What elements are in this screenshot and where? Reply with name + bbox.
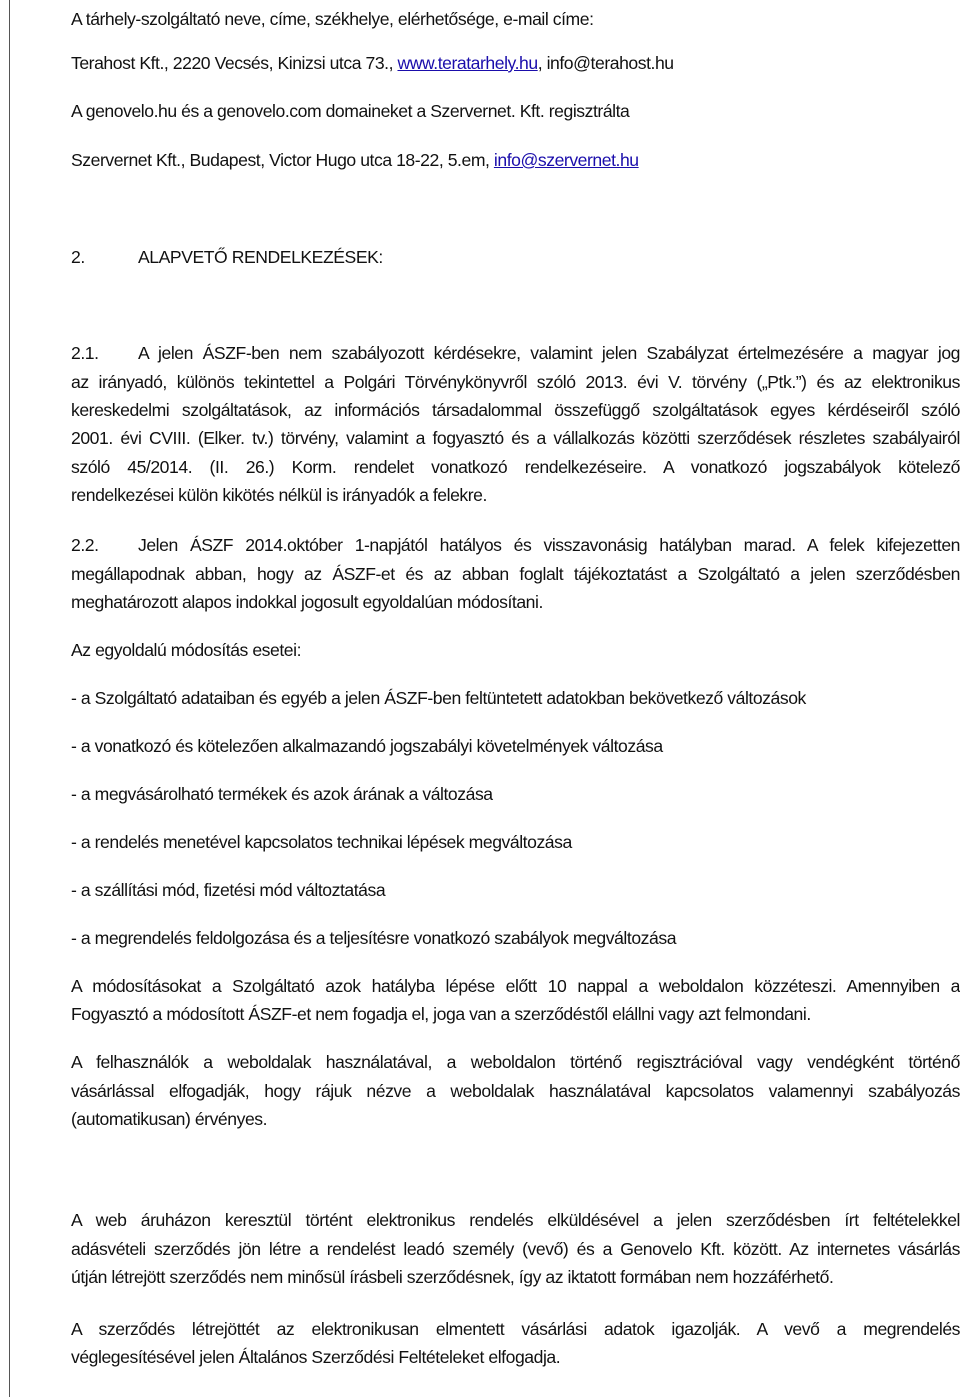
provider-email: , info@terahost.hu xyxy=(537,53,674,73)
para-2-1-text-1: A jelen ÁSZF-ben nem szabályozott kérdésekre, valamint jelen Szabályzat értelmezésére a magyar jog xyxy=(138,343,960,363)
contract-para-line-3: útján létrejött szerződés nem minősül írásbeli szerződésnek, így az iktatott formában nem hozzáférhető. xyxy=(71,1267,834,1287)
list-item: - a megrendelés feldolgozása és a teljesítésre vonatkozó szabályok megváltozása xyxy=(71,928,677,948)
page-left-border xyxy=(9,0,10,1397)
modifications-intro: Az egyoldalú módosítás esetei: xyxy=(71,640,302,660)
provider-address-line xyxy=(71,51,674,75)
list-item: - a megvásárolható termékek és azok árának a változása xyxy=(71,784,493,804)
para-2-2-line-2: megállapodnak abban, hogy az ÁSZF-et és az abban foglalt tájékoztatást a Szolgáltató a jelen szerződésben xyxy=(71,564,960,584)
list-item: - a szállítási mód, fizetési mód változtatása xyxy=(71,880,386,900)
domain-line-2 xyxy=(71,148,639,172)
publish-para-line-2: Fogyasztó a módosított ÁSZF-et nem fogadja el, joga van a szerződéstől elállni vagy azt felmondani. xyxy=(71,1004,811,1024)
section-heading xyxy=(71,245,383,269)
contract-para-line-1: A web áruházon keresztül történt elektronikus rendelés elküldésével a jelen szerződésben írt feltételekkel xyxy=(71,1210,960,1230)
registrar-email-link[interactable]: info@szervernet.hu xyxy=(493,150,639,170)
list-item: - a vonatkozó és kötelezően alkalmazandó jogszabályi követelmények változása xyxy=(71,736,663,756)
provider-heading: A tárhely-szolgáltató neve, címe, székhelye, elérhetősége, e-mail címe: xyxy=(71,9,594,29)
para-2-1-line-3: kereskedelmi szolgáltatások, az információs társadalommal összefüggő szolgáltatások egyes kérdéseiről szóló xyxy=(71,400,960,420)
para-2-1-line-6: rendelkezései külön kikötés nélkül is irányadók a felekre. xyxy=(71,485,487,505)
para-2-2-line-1 xyxy=(71,533,960,557)
provider-website-link[interactable]: www.teratarhely.hu xyxy=(397,53,538,73)
users-para-line-2: vásárlással elfogadják, hogy rájuk nézve a weboldalak használatával kapcsolatos valamennyi szabályozás xyxy=(71,1081,960,1101)
provider-address: Terahost Kft., 2220 Vecsés, Kinizsi utca 73., xyxy=(71,53,398,73)
contract-para-line-2: adásvételi szerződés jön létre a rendelést leadó személy (vevő) és a Genovelo Kft. között. Az internetes vásárlás xyxy=(71,1239,960,1259)
proof-para-line-2: véglegesítésével jelen Általános Szerződési Feltételeket elfogadja. xyxy=(71,1347,561,1367)
registrar-address: Szervernet Kft., Budapest, Victor Hugo utca 18-22, 5.em, xyxy=(71,150,494,170)
para-2-2-number: 2.2. xyxy=(71,535,99,555)
publish-para-line-1: A módosításokat a Szolgáltató azok hatályba lépése előtt 10 nappal a weboldalon közzéteszi. Amennyiben a xyxy=(71,976,960,996)
list-item: - a rendelés menetével kapcsolatos technikai lépések megváltozása xyxy=(71,832,572,852)
para-2-1-line-4: 2001. évi CVIII. (Elker. tv.) törvény, valamint a fogyasztó és a vállalkozás közötti szerződések részletes szabályairól xyxy=(71,428,960,448)
list-item: - a Szolgáltató adataiban és egyéb a jelen ÁSZF-ben feltüntetett adatokban bekövetkező változások xyxy=(71,688,806,708)
para-2-1-line-2: az irányadó, különös tekintettel a Polgári Törvénykönyvről szóló 2013. évi V. törvény („Ptk.”) és az elektronikus xyxy=(71,372,960,392)
section-number: 2. xyxy=(71,247,85,267)
para-2-1-line-5: szóló 45/2014. (II. 26.) Korm. rendelet vonatkozó rendelkezéseire. A vonatkozó jogszabályok kötelező xyxy=(71,457,960,477)
domain-line-1: A genovelo.hu és a genovelo.com domaineket a Szervernet. Kft. regisztrálta xyxy=(71,101,630,121)
para-2-1-number: 2.1. xyxy=(71,343,99,363)
users-para-line-3: (automatikusan) érvényes. xyxy=(71,1109,268,1129)
proof-para-line-1: A szerződés létrejöttét az elektronikusan elmentett vásárlási adatok igazolják. A vevő a megrendelés xyxy=(71,1319,960,1339)
para-2-2-text-1: Jelen ÁSZF 2014.október 1-napjától hatályos és visszavonásig hatályban marad. A felek kifejezetten xyxy=(138,535,960,555)
para-2-2-line-3: meghatározott alapos indokkal jogosult egyoldalúan módosítani. xyxy=(71,592,543,612)
section-title: ALAPVETŐ RENDELKEZÉSEK: xyxy=(138,247,383,267)
users-para-line-1: A felhasználók a weboldalak használatával, a weboldalon történő regisztrációval vagy vendégként történő xyxy=(71,1052,960,1072)
para-2-1-line-1 xyxy=(71,341,960,365)
